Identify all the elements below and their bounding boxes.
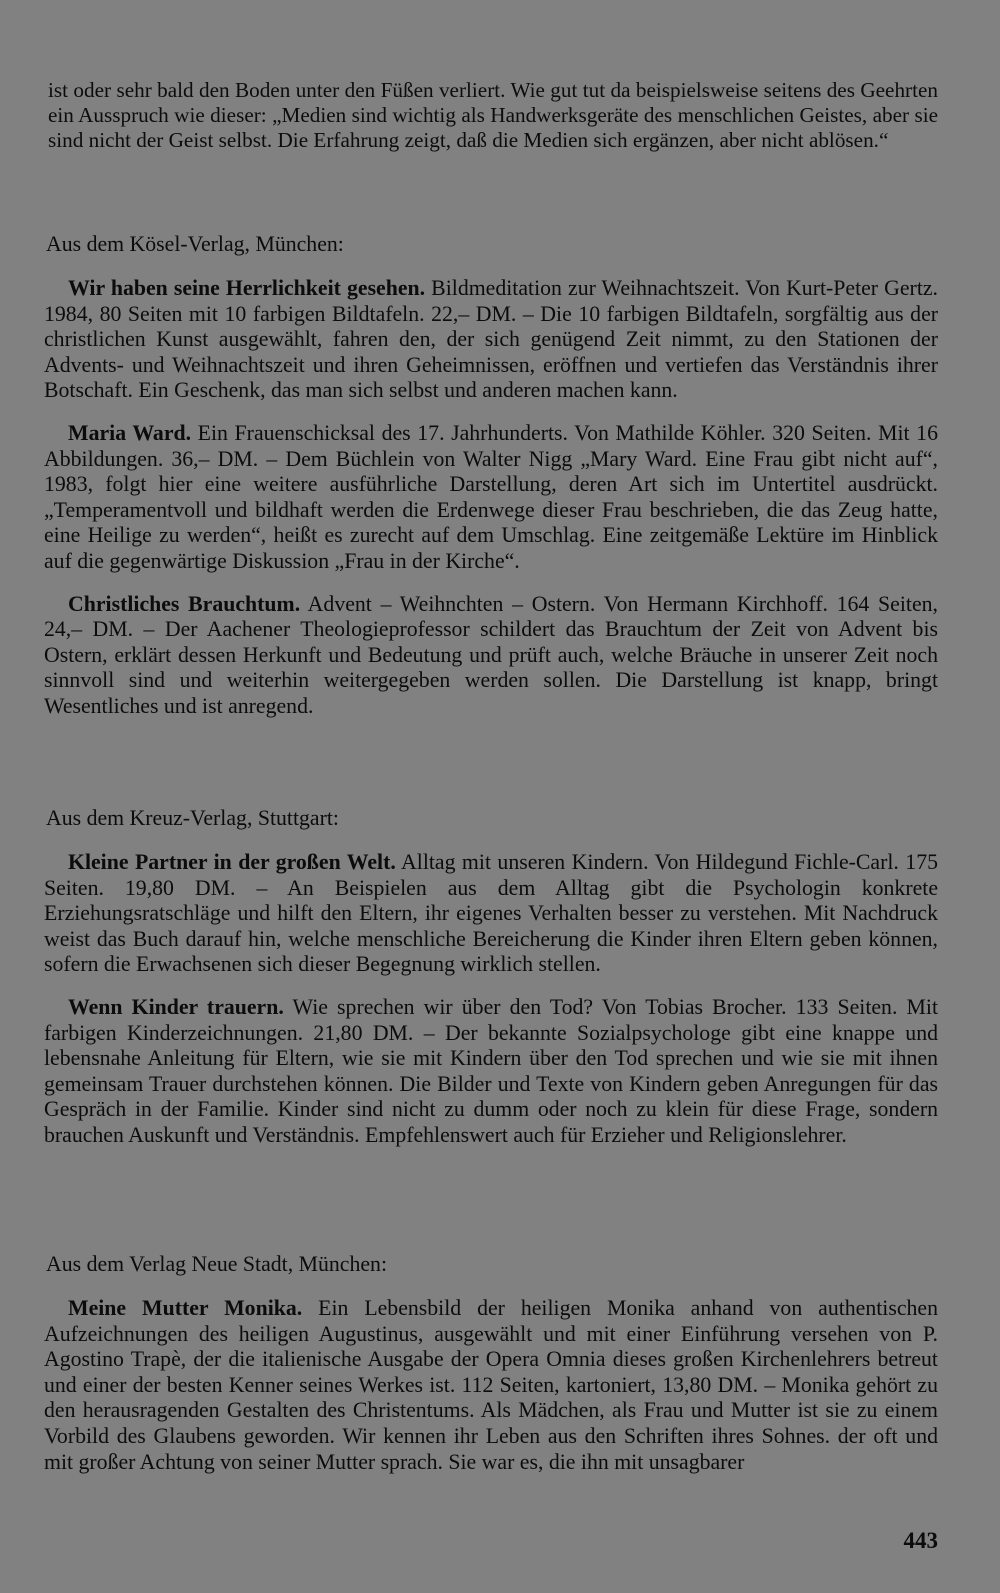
intro-paragraph: ist oder sehr bald den Boden unter den Füßen verliert. Wie gut tut da beispielsweise seitens des Geehrten ein Ausspruch wie dieser: „Medien sind wichtig als Handwerksgeräte des menschlichen Geistes, aber sie sind nicht der Geist selbst. Die Erfahrung zeigt, daß die Medien sich ergänzen, aber nicht ablösen.“ bbox=[48, 78, 938, 153]
book-title: Meine Mutter Monika. bbox=[68, 1296, 303, 1320]
book-entry bbox=[44, 421, 938, 575]
publisher-heading: Aus dem Kreuz-Verlag, Stuttgart: bbox=[46, 806, 339, 830]
page-number: 443 bbox=[903, 1528, 938, 1553]
book-title: Kleine Partner in der großen Welt. bbox=[68, 850, 396, 874]
book-description: Ein Lebensbild der heiligen Monika anhand von authentischen Aufzeichnungen des heiligen Augustinus, ausgewählt und mit einer Einführung versehen von P. Agostino Trapè, der die italienische Ausgabe der Opera Omnia dieses großen Kirchenlehrers betreut und einer der besten Kenner seines Werkes ist. 112 Seiten, kartoniert, 13,80 DM. – Monika gehört zu den herausragenden Gestalten des Christentums. Als Mädchen, als Frau und Mutter ist sie zu einem Vorbild des Glaubens geworden. Wir kennen ihr Leben aus den Schriften ihres Sohnes. der oft und mit großer Achtung von seiner Mutter sprach. Sie war es, die ihn mit unsagbarer bbox=[44, 1296, 938, 1474]
publisher-heading: Aus dem Kösel-Verlag, München: bbox=[46, 232, 344, 256]
book-description: Wie sprechen wir über den Tod? Von Tobias Brocher. 133 Seiten. Mit farbigen Kinderzeichnungen. 21,80 DM. – Der bekannte Sozialpsychologe gibt eine knappe und lebensnahe Anleitung für Eltern, wie sie mit Kindern über den Tod sprechen und wie sie mit ihnen gemeinsam Trauer durchstehen können. Die Bilder und Texte von Kindern geben Anregungen für das Gespräch in der Familie. Kinder sind nicht zu dumm oder noch zu klein für diese Frage, sondern brauchen Auskunft und Verständnis. Empfehlenswert auch für Erzieher und Religionslehrer. bbox=[44, 994, 938, 1147]
book-entry bbox=[44, 592, 938, 720]
book-description: Advent – Weihnchten – Ostern. Von Hermann Kirchhoff. 164 Seiten, 24,– DM. – Der Aachener Theologieprofessor schildert das Brauchtum der Zeit von Advent bis Ostern, erklärt dessen Herkunft und Bedeutung und prüft auch, welche Bräuche in unserer Zeit noch sinnvoll sind und weiterhin weitergegeben werden sollen. Die Darstellung ist knapp, bringt Wesentliches und ist anregend. bbox=[44, 591, 938, 718]
book-title: Christliches Brauchtum. bbox=[68, 591, 301, 616]
publisher-heading: Aus dem Verlag Neue Stadt, München: bbox=[46, 1252, 388, 1276]
section-neue-stadt bbox=[44, 1250, 938, 1492]
book-entry bbox=[44, 850, 938, 978]
book-description: Ein Frauenschicksal des 17. Jahrhunderts. Von Mathilde Köhler. 320 Seiten. Mit 16 Abbildungen. 36,– DM. – Dem Büchlein von Walter Nigg „Mary Ward. Eine Frau gibt nicht auf“, 1983, folgt hier eine weitere ausführliche Darstellung, deren Art sich im Untertitel ausdrückt. „Temperamentvoll und bildhaft werden die Erdenwege dieser Frau beschrieben, die das Zeug hatte, eine Heilige zu werden“, heißt es zurecht auf dem Umschlag. Eine zeitgemäße Lektüre im Hinblick auf die gegenwärtige Diskussion „Frau in der Kirche“. bbox=[44, 420, 938, 573]
book-entry bbox=[44, 276, 938, 404]
section-kreuz bbox=[44, 804, 938, 1166]
book-title: Wir haben seine Herrlichkeit gesehen. bbox=[68, 276, 426, 300]
book-description: Alltag mit unseren Kindern. Von Hildegund Fichle-Carl. 175 Seiten. 19,80 DM. – An Beispielen aus dem Alltag gibt die Psychologin konkrete Erziehungsratschläge und hilft den Eltern, ihr eigenes Verhalten besser zu verstehen. Mit Nachdruck weist das Buch darauf hin, welche menschliche Bereicherung die Kinder ihren Eltern geben können, sofern die Erwachsenen sich dieser Begegnung wirklich stellen. bbox=[44, 850, 938, 977]
section-koesel bbox=[44, 230, 938, 737]
book-title: Maria Ward. bbox=[68, 420, 192, 445]
book-entry bbox=[44, 1296, 938, 1475]
book-entry bbox=[44, 995, 938, 1149]
book-description: Bildmeditation zur Weihnachtszeit. Von Kurt-Peter Gertz. 1984, 80 Seiten mit 10 farbigen Bildtafeln. 22,– DM. – Die 10 farbigen Bildtafeln, sorgfältig aus der christlichen Kunst ausgewählt, fahren den, der sich genügend Zeit nimmt, zu den Stationen der Advents- und Weihnachtszeit und ihren Geheimnissen, eröffnen und vertiefen das Verständnis ihrer Botschaft. Ein Geschenk, das man sich selbst und anderen machen kann. bbox=[44, 276, 938, 403]
book-title: Wenn Kinder trauern. bbox=[68, 994, 284, 1019]
